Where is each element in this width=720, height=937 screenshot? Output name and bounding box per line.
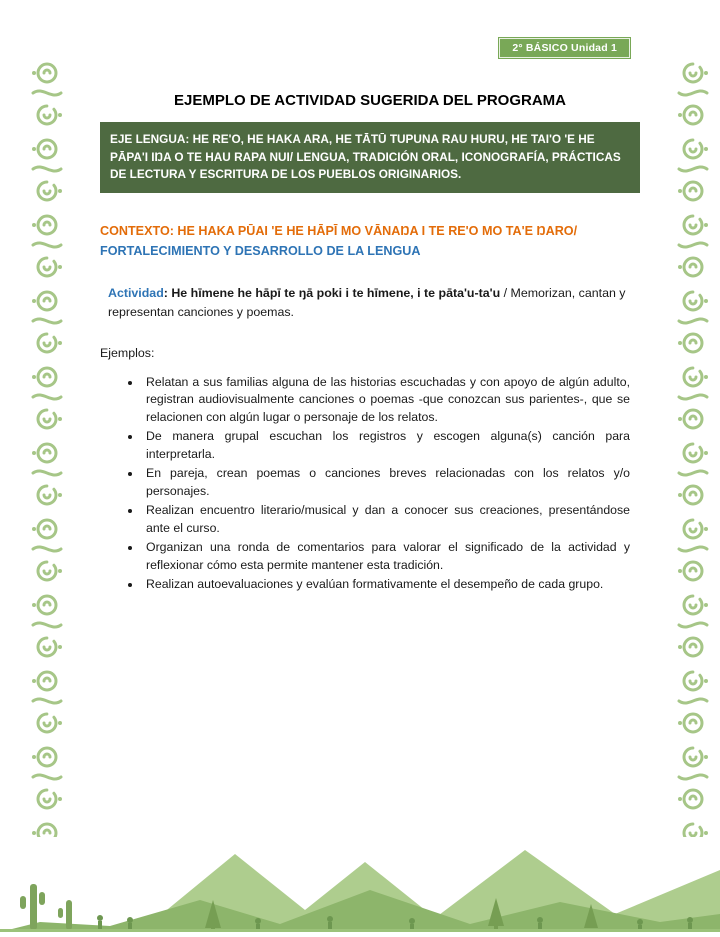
ejemplos-label: Ejemplos:	[100, 346, 155, 360]
contexto-rapanui-line: CONTEXTO: HE HAKA PŪAI 'E HE HĀPĪ MO VĀNAŊA I TE RE'O MO TA'E ŊARO/	[100, 224, 578, 238]
actividad-rapanui-text: He hīmene he hāpī te ŋā poki i te hīmene, i te pāta'u-ta'u	[171, 286, 501, 300]
right-decorative-border	[674, 57, 712, 837]
polynesian-pattern-icon	[28, 57, 66, 837]
actividad-slash: /	[500, 286, 511, 300]
eje-lengua-text: EJE LENGUA: HE RE'O, HE HAKA ARA, HE TĀTŪ TUPUNA RAU HURU, HE TAI'O 'E HE PĀPA'I IŊA O TE HAU RAPA NUI/ LENGUA, TRADICIÓN ORAL, ICONOGRAFÍA, PRÁCTICAS DE LECTURA Y ESCRITURA DE LOS PUEBLOS ORIGINARIOS.	[110, 132, 621, 182]
polynesian-pattern-icon	[674, 57, 712, 837]
list-item: • Relatan a sus familias alguna de las historias escuchadas y con apoyo de algún adulto, registran audiovisualmente canciones o poemas -que conozcan sus parientes-, que se relacionen con algún lugar o personaje de los relatos.	[142, 374, 630, 426]
unit-badge-label: 2° BÁSICO Unidad 1	[512, 42, 617, 54]
actividad-colon: :	[163, 286, 172, 300]
ejemplos-list	[118, 374, 630, 595]
actividad-spanish-text: Memorizan, cantan y representan canciones y poemas.	[108, 286, 626, 319]
contexto-spanish-line: FORTALECIMIENTO Y DESARROLLO DE LA LENGUA	[100, 243, 421, 258]
list-item: • En pareja, crean poemas o canciones breves relacionadas con los relatos y/o personajes.	[142, 465, 630, 500]
landscape-silhouette-icon	[0, 822, 720, 932]
footer-landscape	[0, 822, 720, 932]
actividad-label: Actividad	[108, 286, 164, 300]
actividad-line	[108, 284, 640, 321]
list-item: • Realizan encuentro literario/musical y dan a conocer sus creaciones, presentándose ante el curso.	[142, 502, 630, 537]
eje-lengua-box	[100, 122, 640, 193]
left-decorative-border	[28, 57, 66, 837]
list-item: • Realizan autoevaluaciones y evalúan formativamente el desempeño de cada grupo.	[142, 576, 630, 593]
list-item: • Organizan una ronda de comentarios para valorar el significado de la actividad y reflexionar cómo esta permite mantener esta tradición.	[142, 539, 630, 574]
list-item: • De manera grupal escuchan los registros y escogen alguna(s) canción para interpretarla.	[142, 428, 630, 463]
unit-badge	[499, 38, 630, 58]
contexto-heading	[100, 222, 640, 261]
page-title: EJEMPLO DE ACTIVIDAD SUGERIDA DEL PROGRAMA	[174, 92, 566, 109]
